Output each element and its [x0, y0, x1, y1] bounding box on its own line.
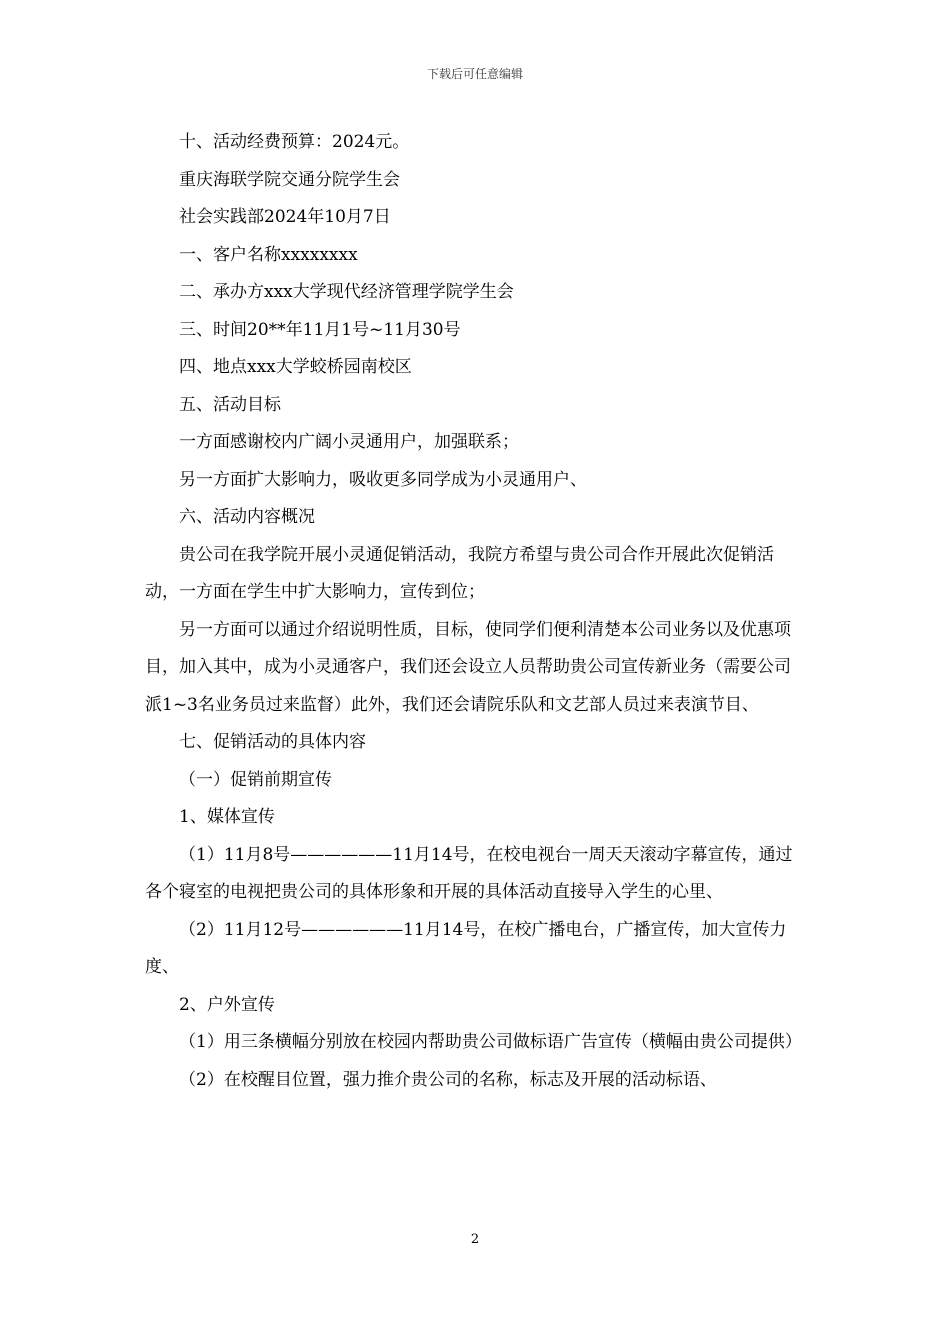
paragraph-media-2: （2）11月12号——————11月14号，在校广播电台，广播宣传，加大宣传力度、 [145, 919, 787, 977]
page-number: 2 [470, 1232, 480, 1247]
paragraph-media-1: （1）11月8号——————11月14号，在校电视台一周天天滚动字幕宣传，通过各个寝室的电视把贵公司的具体形象和开展的具体活动直接导入学生的心里、 [145, 844, 793, 902]
paragraph-client-name: 一、客户名称xxxxxxxx [179, 244, 358, 265]
heading-activity-goal: 五、活动目标 [179, 394, 281, 415]
heading-pre-promotion: （一）促销前期宣传 [179, 769, 332, 790]
paragraph-outdoor-2: （2）在校醒目位置，强力推介贵公司的名称，标志及开展的活动标语、 [179, 1069, 717, 1090]
paragraph-host: 二、承办方xxx大学现代经济管理学院学生会 [179, 282, 514, 302]
paragraph-goal-1: 一方面感谢校内广阔小灵通用户，加强联系； [179, 432, 519, 452]
paragraph-department-date: 社会实践部2024年10月7日 [179, 207, 391, 227]
heading-promotion-content: 七、促销活动的具体内容 [179, 732, 366, 752]
paragraph-overview-2: 另一方面可以通过介绍说明性质，目标，使同学们便利清楚本公司业务以及优惠项目，加入其中，成为小灵通客户，我们还会设立人员帮助贵公司宣传新业务（需要公司派1~3名业务员过来监督）此外，我们还会请院乐队和文艺部人员过来表演节目、 [145, 619, 791, 715]
paragraph-time: 三、时间20**年11月1号~11月30号 [179, 319, 461, 340]
heading-activity-overview: 六、活动内容概况 [179, 507, 315, 527]
heading-media-promotion: 1、媒体宣传 [179, 807, 275, 827]
page-header: 下载后可任意编辑 [426, 67, 523, 81]
paragraph-location: 四、地点xxx大学蛟桥园南校区 [179, 357, 412, 377]
document-body [145, 124, 807, 1099]
paragraph-goal-2: 另一方面扩大影响力，吸收更多同学成为小灵通用户、 [179, 469, 587, 490]
paragraph-budget: 十、活动经费预算：2024元。 [179, 132, 410, 152]
paragraph-organizer: 重庆海联学院交通分院学生会 [179, 169, 400, 190]
paragraph-outdoor-1: （1）用三条横幅分别放在校园内帮助贵公司做标语广告宣传（横幅由贵公司提供） [179, 1032, 802, 1052]
paragraph-overview-1: 贵公司在我学院开展小灵通促销活动，我院方希望与贵公司合作开展此次促销活动，一方面在学生中扩大影响力，宣传到位； [145, 544, 774, 602]
heading-outdoor-promotion: 2、户外宣传 [179, 994, 275, 1015]
